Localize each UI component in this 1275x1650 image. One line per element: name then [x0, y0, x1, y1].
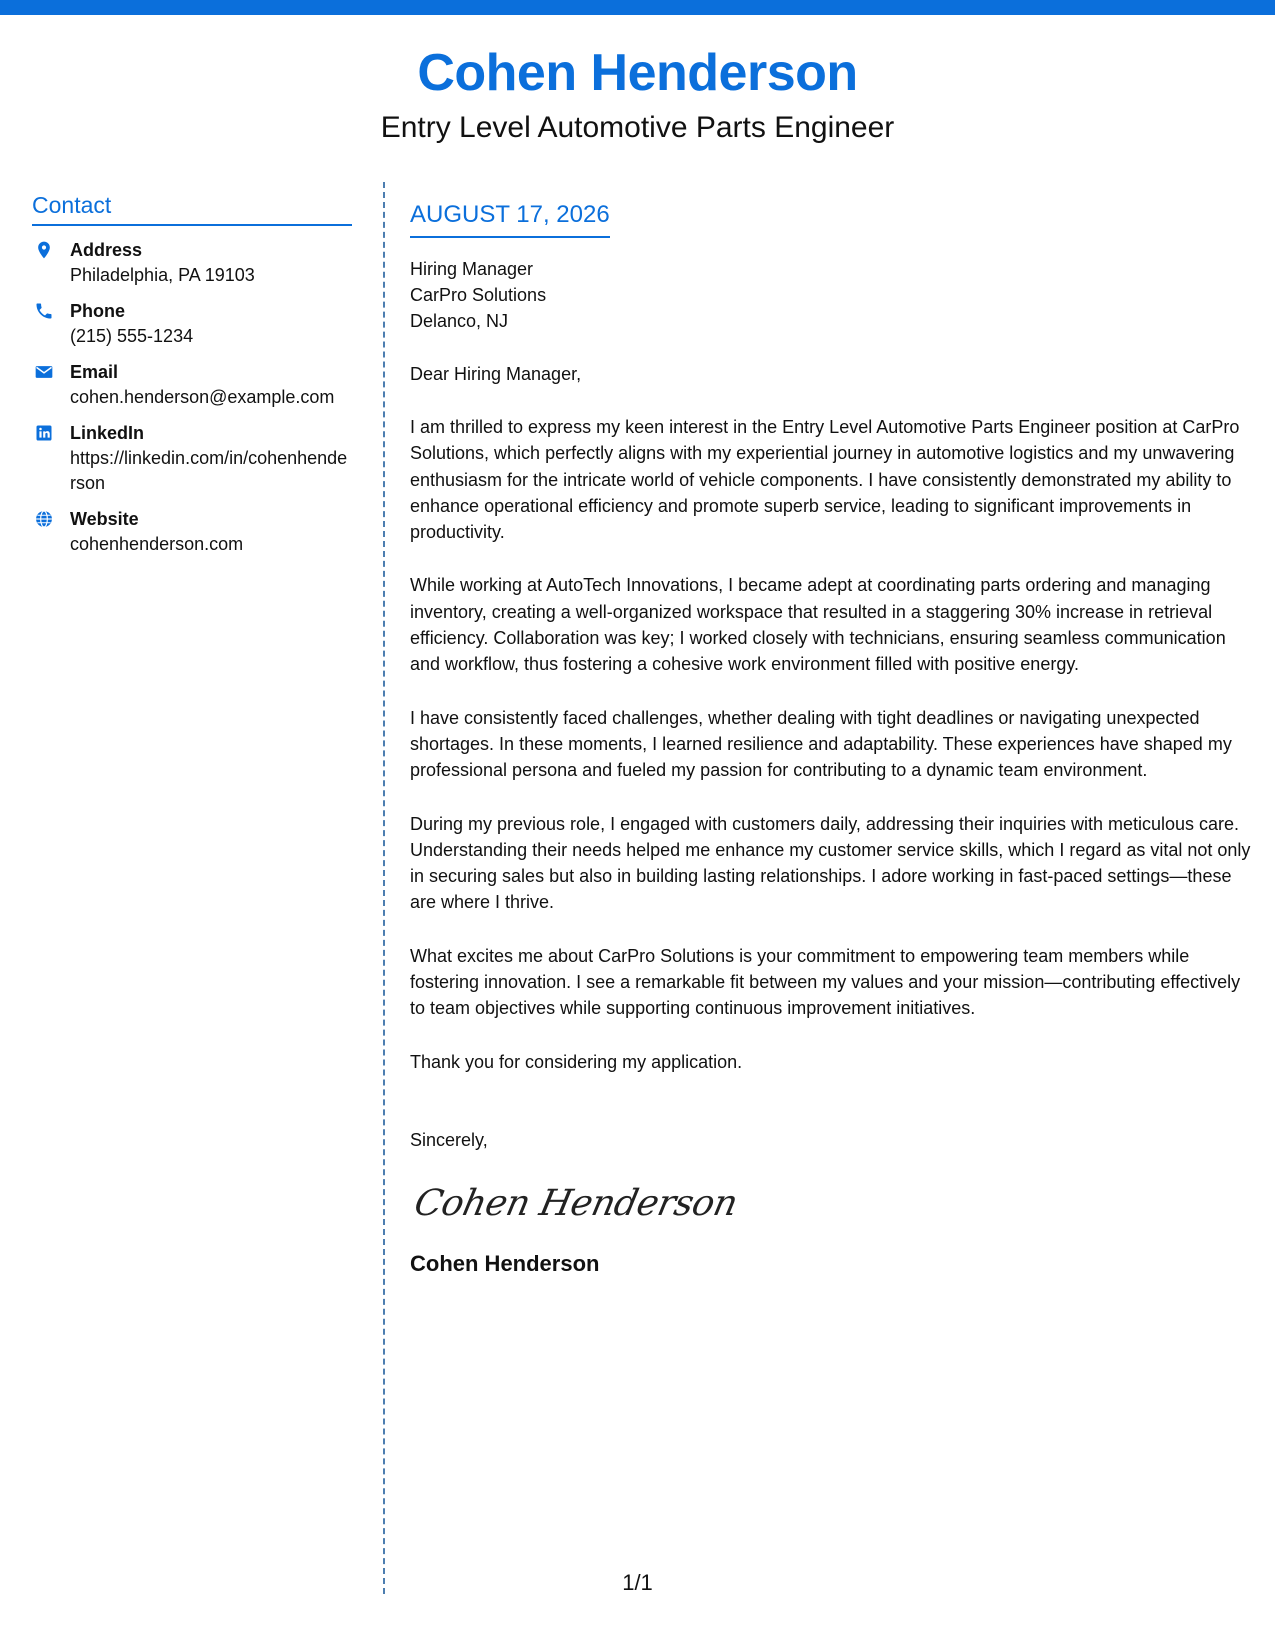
page-number: 1/1 [622, 1570, 653, 1595]
signer-name: Cohen Henderson [410, 1250, 600, 1276]
recipient-line: CarPro Solutions [410, 285, 547, 305]
email-value[interactable]: cohen.henderson@example.com [70, 387, 335, 407]
body-paragraph: I have consistently faced challenges, whether dealing with tight deadlines or navigating unexpected shortages. In these moments, I learned resilience and adaptability. These experiences have shaped my professional persona and fueled my passion for contributing to a dynamic team environment. [410, 707, 1232, 781]
contact-item-email [32, 360, 352, 410]
body-paragraph: During my previous role, I engaged with customers daily, addressing their inquiries with meticulous care. Understanding their needs helped me enhance my customer service skills, which I regard as vital not only in securing sales but also in building lasting relationships. I adore working in fast-paced settings—these are where I thrive. [410, 813, 1251, 913]
salutation: Dear Hiring Manager, [410, 364, 582, 384]
column-divider [383, 182, 385, 1594]
recipient-line: Hiring Manager [410, 259, 534, 279]
contact-label: Website [70, 509, 139, 529]
body-paragraph: I am thrilled to express my keen interest in the Entry Level Automotive Parts Engineer position at CarPro Solutions, which perfectly aligns with my experiential journey in automotive logistics and my unwavering enthusiasm for the intricate world of vehicle components. I have consistently demonstrated my ability to enhance operational efficiency and promote superb service, leading to significant improvements in productivity. [410, 417, 1240, 543]
contact-list [32, 238, 352, 557]
letter-date: AUGUST 17, 2026 [410, 198, 610, 238]
svg-text:Cohen Henderson: Cohen Henderson [410, 1181, 742, 1224]
closing-thanks: Thank you for considering my application. [410, 1051, 743, 1072]
contact-label: Email [70, 362, 119, 382]
linkedin-icon [34, 423, 54, 443]
address-value: Philadelphia, PA 19103 [70, 265, 255, 285]
website-value[interactable]: cohenhenderson.com [70, 534, 244, 554]
linkedin-value[interactable]: https://linkedin.com/in/cohenhenderson [70, 448, 348, 493]
contact-item-website [32, 507, 352, 557]
contact-sidebar [32, 190, 352, 568]
contact-item-address [32, 238, 352, 288]
candidate-name: Cohen Henderson [417, 44, 858, 102]
recipient-block [410, 256, 1255, 334]
contact-label: Address [70, 240, 143, 260]
email-icon [34, 362, 54, 382]
phone-value[interactable]: (215) 555-1234 [70, 326, 194, 346]
closing: Sincerely, [410, 1129, 488, 1150]
phone-icon [34, 301, 54, 321]
map-pin-icon [34, 240, 54, 260]
handwritten-signature [410, 1171, 1255, 1245]
globe-icon [34, 509, 54, 529]
contact-section-title: Contact [32, 190, 352, 226]
body-paragraph: While working at AutoTech Innovations, I became adept at coordinating parts ordering and managing inventory, creating a well-organized workspace that resulted in a staggering 30% increase in retrieval efficiency. Collaboration was key; I worked closely with technicians, ensuring seamless communication and workflow, thus fostering a cohesive work environment filled with positive energy. [410, 575, 1226, 675]
resume-header [0, 38, 1275, 146]
top-accent-bar [0, 0, 1275, 15]
contact-label: Phone [70, 301, 126, 321]
candidate-role: Entry Level Automotive Parts Engineer [380, 111, 895, 144]
contact-item-linkedin [32, 421, 352, 496]
letter-body [410, 198, 1255, 1279]
contact-label: LinkedIn [70, 423, 145, 443]
recipient-line: Delanco, NJ [410, 311, 509, 331]
contact-item-phone [32, 299, 352, 349]
body-paragraph: What excites me about CarPro Solutions is your commitment to empowering team members while fostering innovation. I see a remarkable fit between my values and your mission—contributing effectively to team objectives while supporting continuous improvement initiatives. [410, 945, 1241, 1019]
